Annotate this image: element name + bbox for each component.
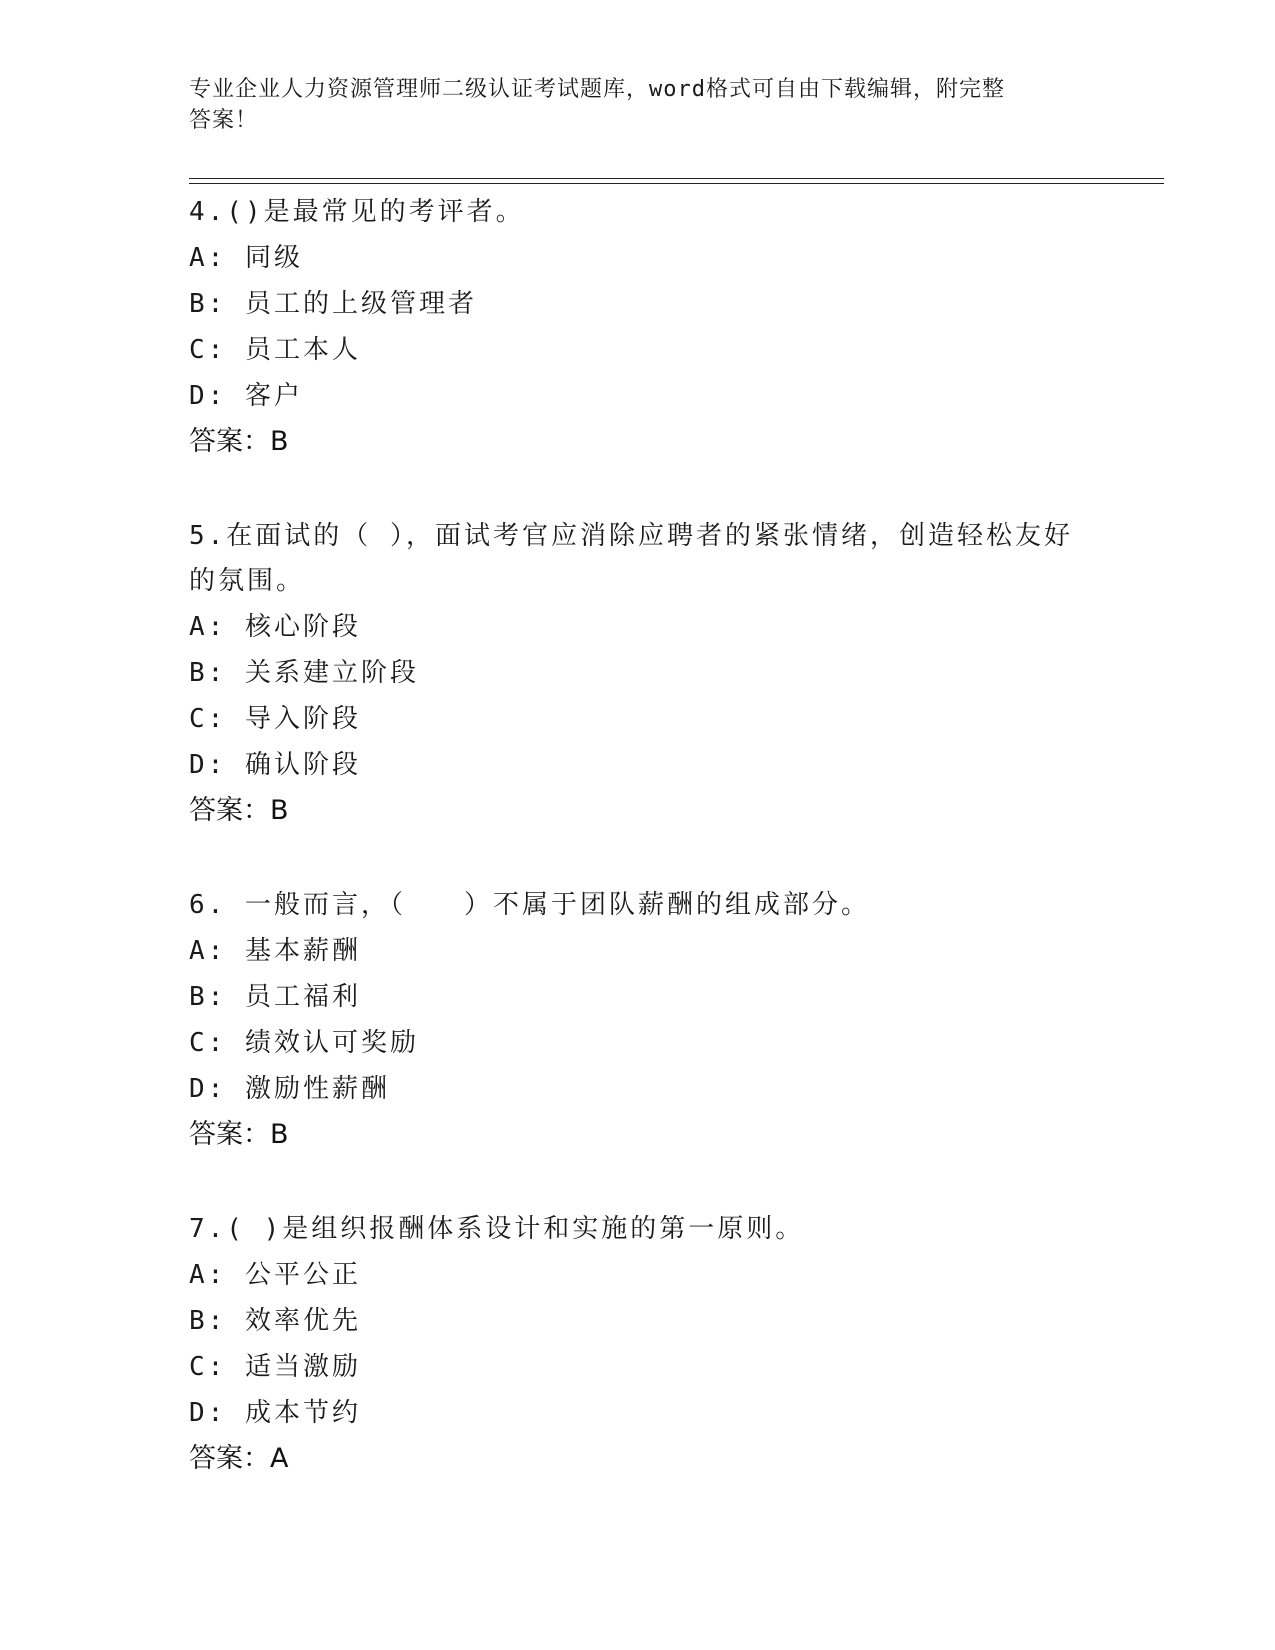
option-a: A: 核心阶段 <box>189 612 361 642</box>
header-divider-top <box>189 178 1164 179</box>
option-d: D: 激励性薪酬 <box>189 1074 390 1104</box>
option-a: A: 公平公正 <box>189 1260 361 1290</box>
question-5 <box>189 514 1089 834</box>
question-text: 6. 一般而言，（ ）不属于团队薪酬的组成部分。 <box>189 890 870 920</box>
header-line-2: 答案！ <box>189 108 259 133</box>
answer: 答案：A <box>189 1443 289 1474</box>
question-7 <box>189 1207 1089 1482</box>
option-a: A: 基本薪酬 <box>189 936 361 966</box>
question-text: 5.在面试的（ ），面试考官应消除应聘者的紧张情绪，创造轻松友好的氛围。 <box>189 521 1073 596</box>
option-b: B: 员工福利 <box>189 982 361 1012</box>
document-header <box>189 74 1089 136</box>
question-list <box>189 190 1089 1531</box>
option-b: B: 关系建立阶段 <box>189 658 419 688</box>
option-a: A: 同级 <box>189 243 303 273</box>
option-d: D: 成本节约 <box>189 1398 361 1428</box>
option-c: C: 绩效认可奖励 <box>189 1028 419 1058</box>
answer: 答案：B <box>189 1119 289 1150</box>
header-line-1: 专业企业人力资源管理师二级认证考试题库，word格式可自由下载编辑，附完整 <box>189 77 1005 102</box>
option-c: C: 适当激励 <box>189 1352 361 1382</box>
answer: 答案：B <box>189 426 289 457</box>
option-b: B: 效率优先 <box>189 1306 361 1336</box>
question-text: 7.( )是组织报酬体系设计和实施的第一原则。 <box>189 1214 805 1244</box>
option-d: D: 客户 <box>189 381 303 411</box>
option-d: D: 确认阶段 <box>189 750 361 780</box>
header-divider-bottom <box>189 183 1164 184</box>
option-c: C: 导入阶段 <box>189 704 361 734</box>
option-b: B: 员工的上级管理者 <box>189 289 477 319</box>
question-text: 4.()是最常见的考评者。 <box>189 197 525 227</box>
answer: 答案：B <box>189 795 289 826</box>
question-6 <box>189 883 1089 1158</box>
question-4 <box>189 190 1089 465</box>
option-c: C: 员工本人 <box>189 335 361 365</box>
